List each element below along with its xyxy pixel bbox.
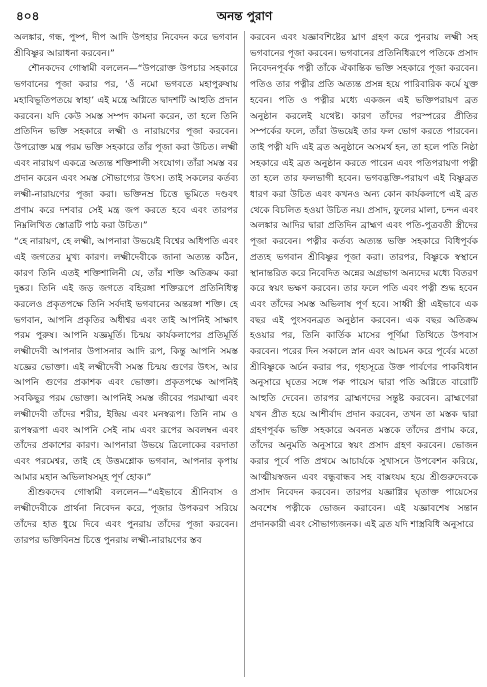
left-column [14,31,238,681]
paragraph: করবেন এবং যজ্ঞাবশিষ্টের ঘ্রাণ গ্রহণ করে পুনরায় লক্ষ্মী সহ ভগবানের পূজা করবেন। ভগবানের প্রতিনিধিরূপে পতিকে প্রসাদ নিবেদনপূর্বক পত্নী তাঁকে ঐকান্তিক ভক্তি সহকারে পূজা করবেন। পতিও তার পত্নীর প্রতি অত্যন্ত প্রসন্ন হয়ে পারিবারিক কর্মে যুক্ত হবেন। পতি ও পত্নীর মধ্যে একজন এই ভক্তিপরায়ণ ব্রত অনুষ্ঠান করলেই যথেষ্ট। কারণ তাঁদের পরস্পরের প্রীতির সম্পর্কের ফলে, তাঁরা উভয়েই তার ফল ভোগ করতে পারবেন। তাই পত্নী যদি এই ব্রত অনুষ্ঠানে অসমর্থ হন, তা হলে পতি নিষ্ঠা সহকারে এই ব্রত অনুষ্ঠান করতে পারেন এবং পতিপরায়ণা পত্নী তা হলে তার ফলভাগী হবেন। ভগবদ্ভক্তি-পরায়ণ এই বিষ্ণুব্রত ধারণ করা উচিত এবং কখনও অন্য কোন কার্যকলাপে এই ব্রত থেকে বিচলিত হওয়া উচিত নয়। প্রসাদ, ফুলের মালা, চন্দন এবং অলঙ্কার আদির দ্বারা প্রতিদিন ব্রাহ্মণ এবং পতি-পুত্রবতী স্ত্রীদের পূজা করবেন। পত্নীর কর্তব্য অত্যন্ত ভক্তি সহকারে বিধিপূর্বক প্রত্যহ ভগবান শ্রীবিষ্ণুর পূজা করা। তারপর, বিষ্ণুকে স্বস্থানে স্থানান্তরিত করে নিবেদিত অন্নের অগ্রভাগ অন্যদের মধ্যে বিতরণ করে স্বয়ং ভক্ষণ করবেন। তার ফলে পতি এবং পত্নী শুদ্ধ হবেন এবং তাঁদের সমস্ত অভিলাষ পূর্ণ হবে। সাধ্বী স্ত্রী এইভাবে এক বছর এই পুংসবনব্রত অনুষ্ঠান করবেন। এক বছর অতিক্রম হওয়ার পর, তিনি কার্তিক মাসের পূর্ণিমা তিথিতে উপবাস করবেন। পরের দিন সকালে স্নান এবং আচমন করে পূর্বের মতো শ্রীবিষ্ণুকে অর্চন করার পর, গৃহ্যসূত্রে উক্ত পার্বণের পাকবিধান অনুসারে ঘৃতের সঙ্গে পক্ব পায়েস দ্বারা পতি অগ্নিতে বারোটি আহুতি দেবেন। তারপর ব্রাহ্মণদের সন্তুষ্ট করবেন। ব্রাহ্মণেরা যখন প্রীত হয়ে আশীর্বাদ প্রদান করবেন, তখন তা মস্তক দ্বারা গ্রহণপূর্বক ভক্তি সহকারে অবনত মস্তকে তাঁদের প্রণাম করে, তাঁদের অনুমতি অনুসারে স্বয়ং প্রসাদ গ্রহণ করবেন। ভোজন করার পূর্বে পতি প্রথমে আচার্যকে সুখাসনে উপবেশন করিয়ে, আত্মীয়স্বজন এবং বন্ধুবান্ধব সহ বাক্সংযম হয়ে শ্রীগুরুদেবকে প্রসাদ নিবেদন করবেন। তারপর যজ্ঞাগ্নির ঘৃতাক্ত পায়েসের অবশেষ পত্নীকে ভোজন করাবেন। এই যজ্ঞাবশেষ সন্তান প্রদানকারী এবং সৌভাগ্যজনক। এই ব্রত যদি শাস্ত্রবিধি অনুসারে [250,33,478,530]
paragraph: শৌনকদেব গোস্বামী বললেন—“উপরোক্ত উপচার সহকারে ভগবানের পূজা করার পর, ‘ওঁ নমো ভগবতে মহাপুরুষায় মহাবিভূতিপতয়ে স্বাহা’ এই মন্ত্রে অগ্নিতে দ্বাদশটি আহুতি প্রদান করবেন। যদি কেউ সমস্ত সম্পদ কামনা করেন, তা হলে তিনি প্রতিদিন ভক্তি সহকারে লক্ষ্মী ও নারায়ণের পূজা করবেন। উপরোক্ত মন্ত্র পরম ভক্তি সহকারে তাঁর পূজা করা উচিত। লক্ষ্মী এবং নারায়ণ একত্রে অত্যন্ত শক্তিশালী সংযোগ। তাঁরা সমস্ত বর প্রদান করেন এবং সমস্ত সৌভাগ্যের উৎস। তাই সকলের কর্তব্য লক্ষ্মী-নারায়ণের পূজা করা। ভক্তিনম্র চিত্তে ভূমিতে দণ্ডবৎ প্রণাম করে দশবার সেই মন্ত্র জপ করতে হবে এবং তারপর নিম্নলিখিত স্তোত্রটি পাঠ করা উচিত।” [14,64,238,232]
page-title: অনন্ত পুরাণ [216,9,273,23]
right-column [250,31,478,681]
paragraph: “হে নারায়ণ, হে লক্ষ্মী, আপনারা উভয়েই বিশ্বের অধিপতি এবং এই জগতের মুখ্য কারণ। লক্ষ্মীদেবীকে জানা অত্যন্ত কঠিন, কারণ তিনি এতই শক্তিশালিনী যে, তাঁর শক্তি অতিক্রম করা দুষ্কর। তিনি এই জড় জগতে বহিরঙ্গা শক্তিরূপে প্রতিনিধিত্ব করলেও প্রকৃতপক্ষে তিনি সর্বদাই ভগবানের অন্তরঙ্গা শক্তি। হে ভগবান, আপনি প্রকৃতির অধীশ্বর এবং তাই আপনিই সাক্ষাৎ পরম পুরুষ। আপনি যজ্ঞমূর্তি। চিন্ময় কার্যকলাপের প্রতিমূর্তি লক্ষ্মীদেবী আপনার উপাসনার আদি রূপ, কিন্তু আপনি সমস্ত যজ্ঞের ভোক্তা। এই লক্ষ্মীদেবী সমস্ত চিন্ময় গুণের উৎস, আর আপনি গুণের প্রকাশক এবং ভোক্তা। প্রকৃতপক্ষে আপনিই সবকিছুর পরম ভোক্তা। আপনিই সমস্ত জীবের পরমাত্মা এবং লক্ষ্মীদেবী তাঁদের শরীর, ইন্দ্রিয় এবং মনস্বরূপ। তিনি নাম ও রূপস্বরূপা এবং আপনি সেই নাম এবং রূপের অবলম্বন এবং তাঁদের প্রকাশের কারণ। আপনারা উভয়ে ত্রিলোকের বরদাতা এবং পরমেশ্বর, তাই হে উত্তমশ্লোক ভগবান, আপনার কৃপায় আমার মহান অভিলাষসমূহ পূর্ণ হোক।” [14,237,238,483]
paragraph: শ্রীশুকদেব গোস্বামী বললেন—“এইভাবে শ্রীনিবাস ও লক্ষ্মীদেবীকে প্রার্থনা নিবেদন করে, পূজার উপকরণ সরিয়ে তাঁদের হাত ধুয়ে দিবে এবং পুনরায় তাঁদের পূজা করবেন। তারপর ভক্তিবিনম্র চিত্তে পুনরায় লক্ষ্মী-নারায়ণের স্তব [14,488,238,546]
paragraph: অলঙ্কার, গন্ধ, পুষ্প, দীপ আদি উপহার নিবেদন করে ভগবান শ্রীবিষ্ণুর আরাধনা করবেন।” [14,33,238,59]
page-number: ৪০৪ [16,9,40,23]
page-header [16,6,473,26]
column-divider [244,31,245,677]
